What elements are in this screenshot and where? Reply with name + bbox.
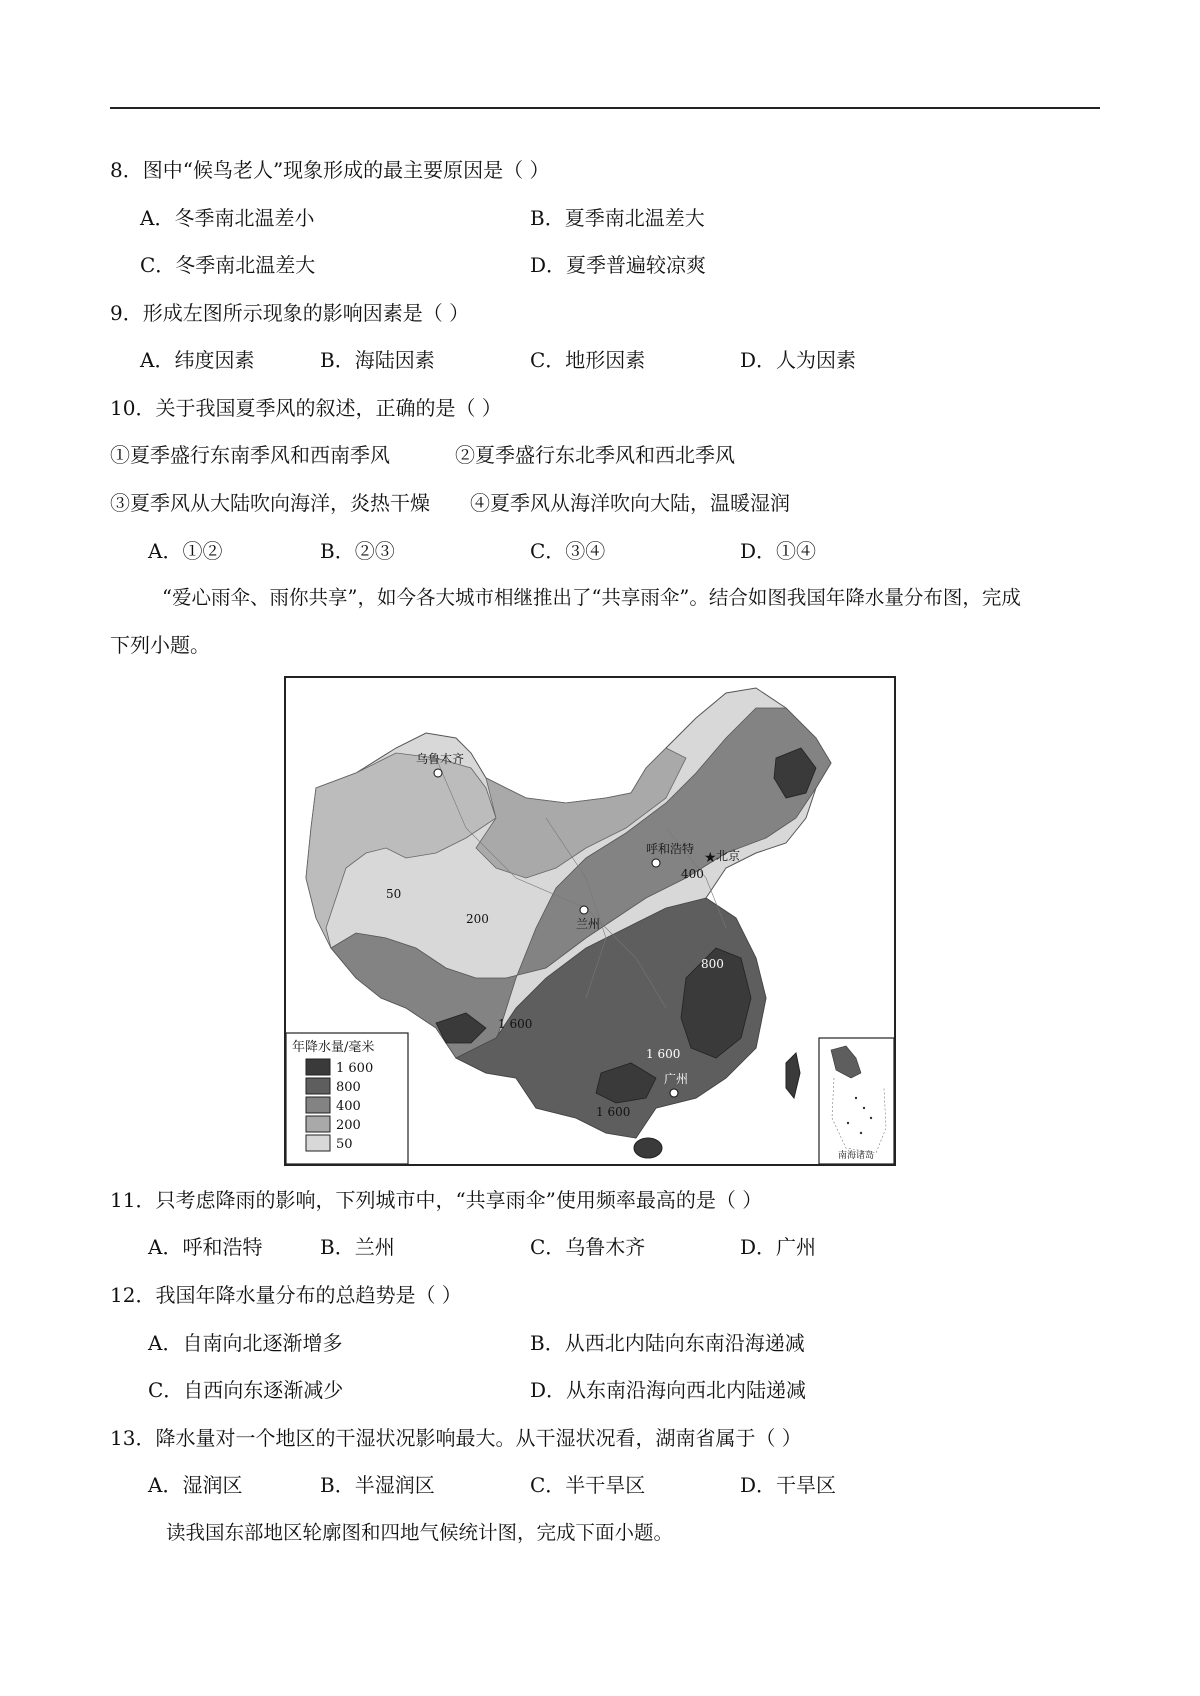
q10-statement-1: ①夏季盛行东南季风和西南季风	[110, 443, 390, 467]
q9-option-d[interactable]: D．人为因素	[740, 348, 857, 372]
q9-option-c[interactable]: C．地形因素	[530, 348, 646, 372]
q10-statement-3: ③夏季风从大陆吹向海洋，炎热干燥	[110, 491, 430, 515]
urumqi-label: 乌鲁木齐	[416, 752, 465, 766]
q11-option-c[interactable]: C．乌鲁木齐	[530, 1235, 646, 1259]
legend-swatch	[306, 1135, 330, 1151]
isoline-1600-c: 1 600	[596, 1105, 631, 1119]
q10-statement-2: ②夏季盛行东北季风和西北季风	[455, 443, 735, 467]
q9-stem: 9．形成左图所示现象的影响因素是（ ）	[110, 301, 470, 325]
urumqi-marker	[434, 769, 442, 777]
beijing-label: 北京	[716, 849, 741, 863]
intro1-line1: “爱心雨伞、雨你共享”，如今各大城市相继推出了“共享雨伞”。结合如图我国年降水量分布图，完成	[162, 586, 1021, 609]
legend-value: 1 600	[336, 1061, 374, 1076]
q13-stem: 13．降水量对一个地区的干湿状况影响最大。从干湿状况看，湖南省属于（ ）	[110, 1426, 802, 1450]
q9-option-b[interactable]: B．海陆因素	[320, 348, 435, 372]
q12-option-c[interactable]: C．自西向东逐渐减少	[148, 1378, 344, 1402]
hainan-island	[634, 1138, 662, 1158]
intro1-line2: 下列小题。	[110, 633, 210, 657]
isoline-1600-b: 1 600	[646, 1047, 681, 1061]
q12-option-a[interactable]: A．自南向北逐渐增多	[148, 1331, 343, 1355]
q10-option-c[interactable]: C．③④	[530, 539, 606, 563]
hohhot-label: 呼和浩特	[646, 842, 695, 856]
south-china-sea-inset	[819, 1038, 894, 1164]
guangzhou-marker	[670, 1089, 678, 1097]
legend-value: 200	[336, 1118, 361, 1133]
legend-value: 800	[336, 1080, 361, 1095]
q11-option-a[interactable]: A．呼和浩特	[148, 1235, 263, 1259]
q9-option-a[interactable]: A．纬度因素	[140, 348, 255, 372]
taiwan-island	[786, 1053, 800, 1098]
q8-stem: 8．图中“候鸟老人”现象形成的最主要原因是（ ）	[110, 158, 550, 182]
intro2-line: 读我国东部地区轮廓图和四地气候统计图，完成下面小题。	[166, 1521, 674, 1544]
q13-option-d[interactable]: D．干旱区	[740, 1473, 837, 1497]
legend-swatch	[306, 1078, 330, 1094]
q12-option-b[interactable]: B．从西北内陆向东南沿海递减	[530, 1331, 805, 1355]
q8-option-b[interactable]: B．夏季南北温差大	[530, 206, 705, 230]
lanzhou-label: 兰州	[576, 917, 601, 931]
legend-swatch	[306, 1116, 330, 1132]
legend-swatch	[306, 1097, 330, 1113]
isoline-50: 50	[386, 887, 402, 901]
lanzhou-marker	[580, 906, 588, 914]
q13-option-c[interactable]: C．半干旱区	[530, 1473, 646, 1497]
isoline-1600-a: 1 600	[498, 1017, 533, 1031]
hohhot-marker	[652, 859, 660, 867]
q8-option-a[interactable]: A．冬季南北温差小	[140, 206, 315, 230]
q8-option-c[interactable]: C．冬季南北温差大	[140, 253, 316, 277]
q10-option-b[interactable]: B．②③	[320, 539, 395, 563]
guangzhou-label: 广州	[664, 1072, 689, 1086]
q12-option-d[interactable]: D．从东南沿海向西北内陆递减	[530, 1378, 807, 1402]
q10-stem: 10．关于我国夏季风的叙述，正确的是（ ）	[110, 396, 502, 420]
q11-stem: 11．只考虑降雨的影响，下列城市中，“共享雨伞”使用频率最高的是（ ）	[110, 1188, 763, 1212]
header-rule	[110, 107, 1100, 109]
q11-option-d[interactable]: D．广州	[740, 1235, 817, 1259]
beijing-star-icon: ★	[704, 850, 717, 866]
q13-option-a[interactable]: A．湿润区	[148, 1473, 243, 1497]
isoline-800: 800	[701, 957, 724, 971]
q13-option-b[interactable]: B．半湿润区	[320, 1473, 435, 1497]
isoline-200: 200	[466, 912, 489, 926]
legend-title: 年降水量/毫米	[292, 1040, 375, 1055]
q10-option-a[interactable]: A．①②	[148, 539, 223, 563]
q8-option-d[interactable]: D．夏季普遍较凉爽	[530, 253, 707, 277]
map-legend	[286, 1033, 408, 1164]
legend-value: 400	[336, 1099, 361, 1114]
precipitation-map	[284, 676, 896, 1166]
inset-label: 南海诸岛	[838, 1151, 875, 1161]
q10-statement-4: ④夏季风从海洋吹向大陆，温暖湿润	[470, 491, 790, 515]
q11-option-b[interactable]: B．兰州	[320, 1235, 395, 1259]
isoline-400: 400	[681, 867, 704, 881]
legend-value: 50	[336, 1137, 353, 1152]
q12-stem: 12．我国年降水量分布的总趋势是（ ）	[110, 1283, 462, 1307]
q10-option-d[interactable]: D．①④	[740, 539, 817, 563]
legend-swatch	[306, 1059, 330, 1075]
